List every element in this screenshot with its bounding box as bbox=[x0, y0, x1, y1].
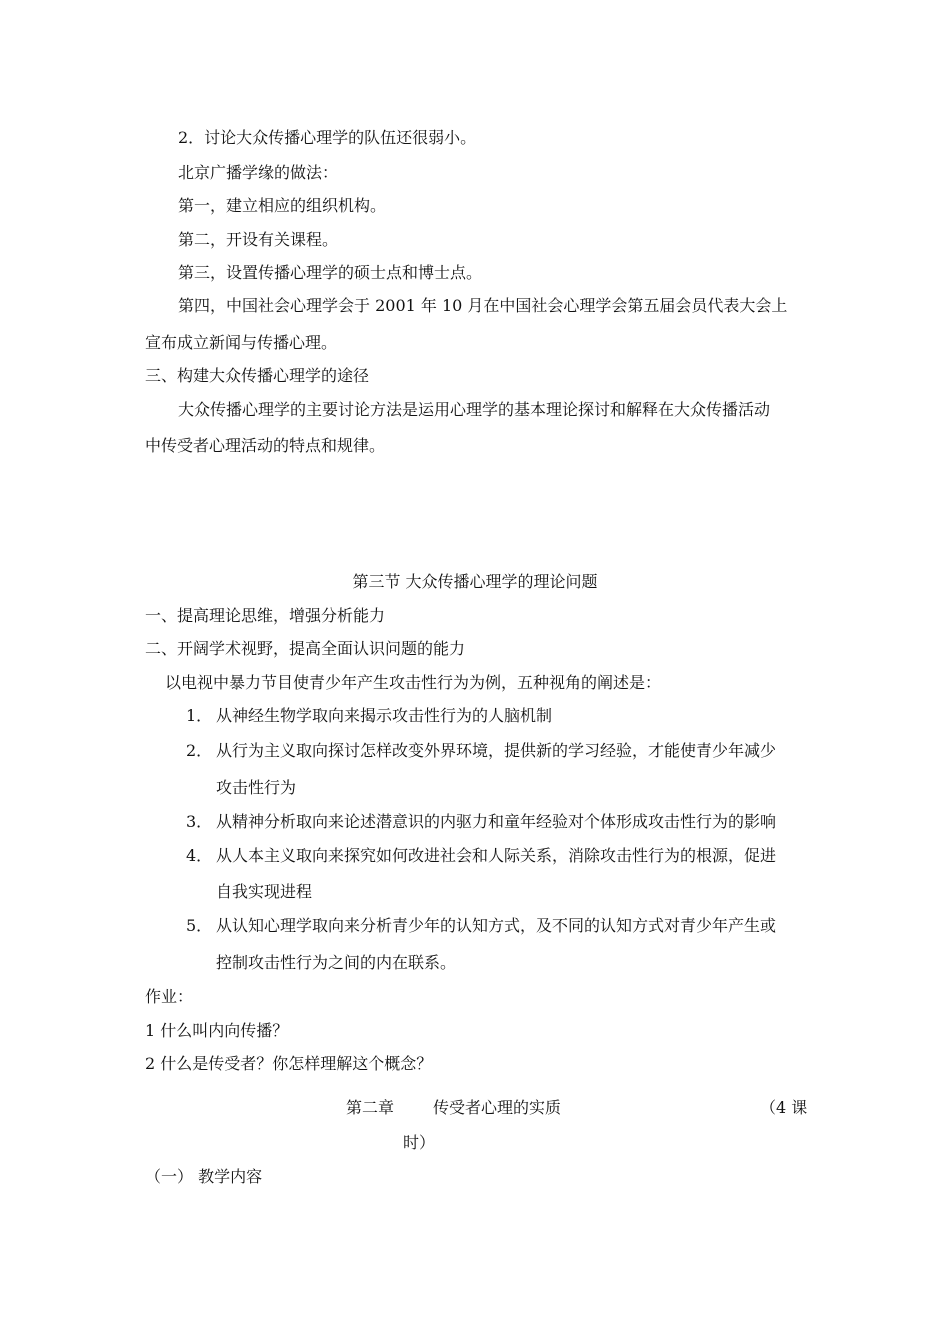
homework-label: 作业： bbox=[145, 987, 194, 1006]
method-line1: 大众传播心理学的主要讨论方法是运用心理学的基本理论探讨和解释在大众传播活动 bbox=[178, 400, 771, 419]
step-4-line1: 第四，中国社会心理学会于 2001 年 10 月在中国社会心理学会第五届会员代表大会上 bbox=[178, 296, 788, 315]
item-2: 2．讨论大众传播心理学的队伍还很弱小。 bbox=[178, 128, 477, 147]
chapter-label: 第二章 bbox=[346, 1098, 395, 1117]
point-1: 一、提高理论思维，增强分析能力 bbox=[145, 606, 386, 625]
example-intro: 以电视中暴力节目使青少年产生攻击性行为为例，五种视角的阐述是： bbox=[165, 673, 662, 692]
list-item-4 bbox=[186, 846, 776, 866]
list-text: 从人本主义取向来探究如何改进社会和人际关系，消除攻击性行为的根源，促进 bbox=[216, 846, 777, 865]
list-item-2 bbox=[186, 741, 776, 761]
chapter-title: 传受者心理的实质 bbox=[433, 1098, 562, 1117]
point-2: 二、开阔学术视野，提高全面认识问题的能力 bbox=[145, 639, 466, 658]
list-item-1 bbox=[186, 706, 552, 726]
chapter-hours-cont: 时） bbox=[403, 1133, 436, 1152]
list-number: 2． bbox=[186, 741, 213, 760]
list-text: 从行为主义取向探讨怎样改变外界环境，提供新的学习经验，才能使青少年减少 bbox=[216, 741, 777, 760]
beijing-intro: 北京广播学缘的做法： bbox=[178, 163, 339, 182]
list-item-5 bbox=[186, 916, 776, 936]
list-text: 从神经生物学取向来揭示攻击性行为的人脑机制 bbox=[216, 706, 553, 725]
step-2: 第二，开设有关课程。 bbox=[178, 230, 339, 249]
step-3: 第三，设置传播心理学的硕士点和博士点。 bbox=[178, 263, 483, 282]
list-text: 从认知心理学取向来分析青少年的认知方式，及不同的认知方式对青少年产生或 bbox=[216, 916, 777, 935]
method-line2: 中传受者心理活动的特点和规律。 bbox=[145, 436, 386, 455]
list-item-4-cont: 自我实现进程 bbox=[216, 882, 313, 901]
list-item-2-cont: 攻击性行为 bbox=[216, 778, 297, 797]
list-number: 3． bbox=[186, 812, 213, 831]
list-item-5-cont: 控制攻击性行为之间的内在联系。 bbox=[216, 953, 457, 972]
section-title: 第三节 大众传播心理学的理论问题 bbox=[352, 572, 598, 591]
heading-3: 三、构建大众传播心理学的途径 bbox=[145, 366, 370, 385]
list-number: 1． bbox=[186, 706, 213, 725]
list-text: 从精神分析取向来论述潜意识的内驱力和童年经验对个体形成攻击性行为的影响 bbox=[216, 812, 777, 831]
list-item-3 bbox=[186, 812, 776, 832]
list-number: 4． bbox=[186, 846, 213, 865]
step-1: 第一，建立相应的组织机构。 bbox=[178, 196, 387, 215]
homework-q2: 2 什么是传受者？你怎样理解这个概念？ bbox=[145, 1054, 433, 1073]
list-number: 5． bbox=[186, 916, 213, 935]
step-4-line2: 宣布成立新闻与传播心理。 bbox=[145, 333, 338, 352]
chapter-hours: （4 课 bbox=[760, 1098, 808, 1117]
teaching-content-heading: （一） 教学内容 bbox=[145, 1167, 263, 1186]
homework-q1: 1 什么叫内向传播？ bbox=[145, 1021, 289, 1040]
